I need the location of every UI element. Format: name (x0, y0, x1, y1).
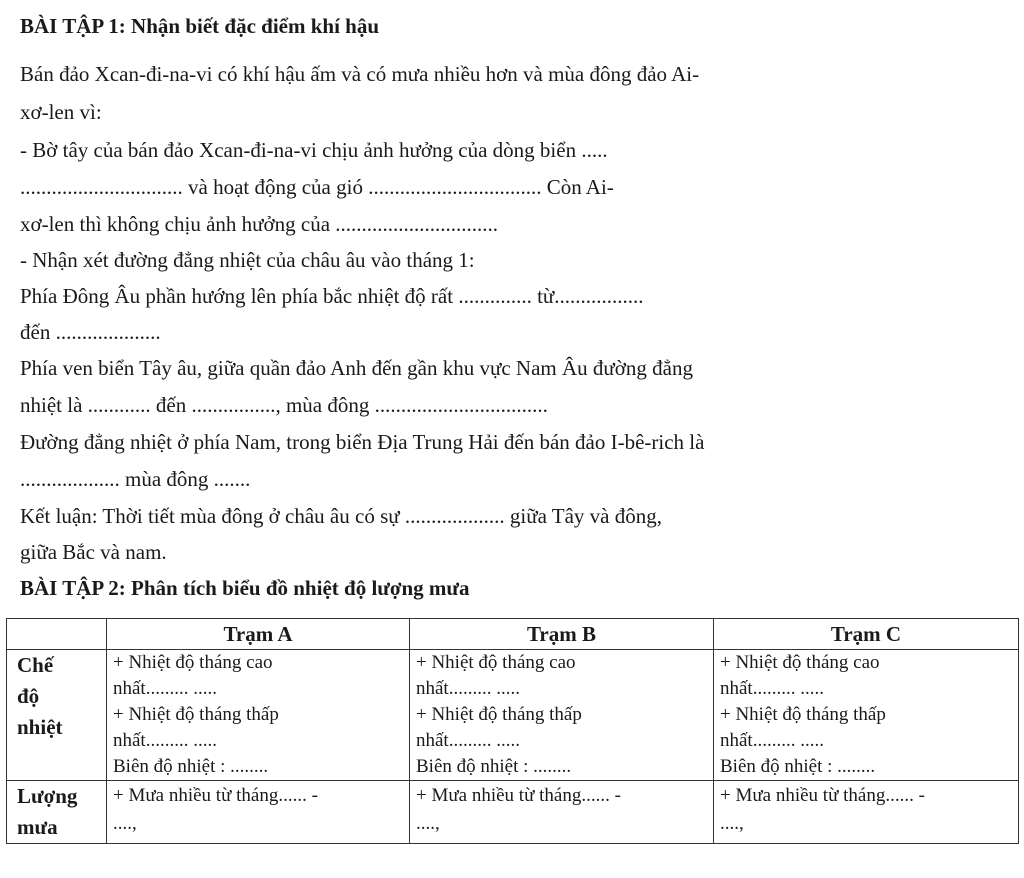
exercise1-line: - Bờ tây của bán đảo Xcan-đi-na-vi chịu ảnh hưởng của dòng biển ..... (20, 138, 608, 162)
cell-line: + Mưa nhiều từ tháng...... - (720, 785, 925, 806)
cell-line: ...., (720, 813, 744, 834)
exercise1-line: Kết luận: Thời tiết mùa đông ở châu âu có sự ................... giữa Tây và đông, (20, 504, 662, 528)
column-header-station-a: Trạm A (107, 619, 410, 650)
row-label-line: nhiệt (17, 715, 63, 739)
row-label-rainfall (7, 781, 107, 844)
cell-line: nhất......... ..... (416, 678, 520, 699)
cell-line: Biên độ nhiệt : ........ (113, 756, 269, 777)
cell-line: + Nhiệt độ tháng cao (113, 652, 273, 673)
table-cell-station-a-temperature (107, 650, 410, 781)
cell-line: + Nhiệt độ tháng cao (416, 652, 576, 673)
table-cell-station-b-temperature (410, 650, 714, 781)
cell-line: ...., (416, 813, 440, 834)
table-cell-station-a-rainfall (107, 781, 410, 844)
station-table (6, 618, 1019, 844)
cell-line: + Nhiệt độ tháng thấp (113, 704, 279, 725)
exercise1-heading: BÀI TẬP 1: Nhận biết đặc điểm khí hậu (20, 14, 380, 38)
table-cell-station-b-rainfall (410, 781, 714, 844)
table-cell-station-c-rainfall (714, 781, 1019, 844)
cell-line: nhất......... ..... (720, 730, 824, 751)
row-label-line: độ (17, 684, 40, 708)
exercise1-line: ............................... và hoạt động của gió ................................. Còn Ai- (20, 175, 614, 199)
exercise1-line: Phía Đông Âu phần hướng lên phía bắc nhiệt độ rất .............. từ................. (20, 284, 644, 308)
column-header-station-b: Trạm B (410, 619, 714, 650)
cell-line: + Mưa nhiều từ tháng...... - (113, 785, 318, 806)
cell-line: + Nhiệt độ tháng thấp (720, 704, 886, 725)
table-row-rainfall (7, 781, 1019, 844)
cell-line: ...., (113, 813, 137, 834)
row-label-line: mưa (17, 815, 58, 839)
cell-line: nhất......... ..... (113, 678, 217, 699)
row-label-line: Chế (17, 653, 54, 677)
cell-line: + Nhiệt độ tháng cao (720, 652, 880, 673)
cell-line: Biên độ nhiệt : ........ (720, 756, 876, 777)
column-header-station-c: Trạm C (714, 619, 1019, 650)
cell-line: Biên độ nhiệt : ........ (416, 756, 572, 777)
table-header-row (7, 619, 1019, 650)
table-corner-cell (7, 619, 107, 650)
table-cell-station-c-temperature (714, 650, 1019, 781)
exercise1-line: ................... mùa đông ....... (20, 467, 251, 491)
cell-line: nhất......... ..... (113, 730, 217, 751)
exercise1-line: đến .................... (20, 320, 161, 344)
exercise1-line: - Nhận xét đường đẳng nhiệt của châu âu vào tháng 1: (20, 248, 475, 272)
exercise1-line: xơ-len vì: (20, 100, 102, 124)
table-row-temperature (7, 650, 1019, 781)
exercise1-line: giữa Bắc và nam. (20, 540, 167, 564)
cell-line: + Mưa nhiều từ tháng...... - (416, 785, 621, 806)
exercise1-line: Đường đẳng nhiệt ở phía Nam, trong biển Địa Trung Hải đến bán đảo I-bê-rich là (20, 430, 705, 454)
exercise1-line: nhiệt là ............ đến ................, mùa đông ................................. (20, 393, 548, 417)
exercise1-line: Bán đảo Xcan-đi-na-vi có khí hậu ấm và có mưa nhiều hơn và mùa đông đảo Ai- (20, 62, 700, 86)
row-label-line: Lượng (17, 784, 78, 808)
exercise1-line: Phía ven biển Tây âu, giữa quần đảo Anh đến gần khu vực Nam Âu đường đẳng (20, 356, 693, 380)
cell-line: + Nhiệt độ tháng thấp (416, 704, 582, 725)
exercise1-line: xơ-len thì không chịu ảnh hưởng của ............................... (20, 212, 499, 236)
row-label-temperature (7, 650, 107, 781)
cell-line: nhất......... ..... (720, 678, 824, 699)
cell-line: nhất......... ..... (416, 730, 520, 751)
exercise2-heading: BÀI TẬP 2: Phân tích biểu đồ nhiệt độ lượng mưa (20, 576, 470, 600)
